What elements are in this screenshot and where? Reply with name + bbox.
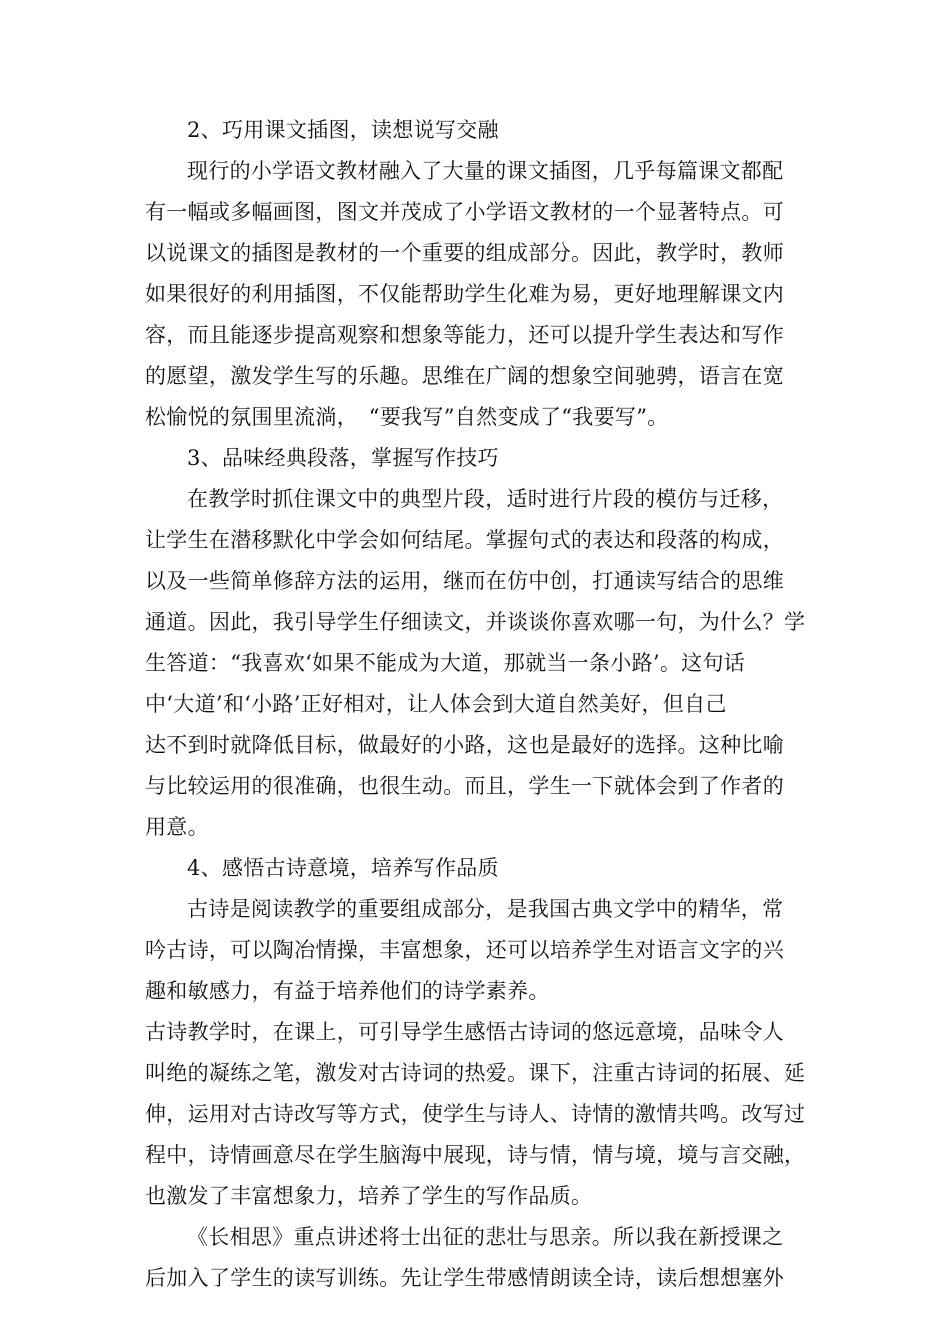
paragraph-line: 以及一些简单修辞方法的运用，继而在仿中创，打通读写结合的思维 — [145, 569, 784, 593]
paragraph-line: 古诗是阅读教学的重要组成部分，是我国古典文学中的精华，常 — [187, 897, 784, 921]
paragraph-line: 生答道：“我喜欢‘如果不能成为大道，那就当一条小路’。这句话 — [145, 651, 746, 675]
paragraph-line: 让学生在潜移默化中学会如何结尾。掌握句式的表达和段落的构成， — [145, 528, 784, 552]
section-heading: 4、感悟古诗意境，培养写作品质 — [187, 856, 499, 880]
paragraph-line: 的愿望，激发学生写的乐趣。思维在广阔的想象空间驰骋，语言在宽 — [145, 364, 784, 388]
paragraph-line: 达不到时就降低目标，做最好的小路，这也是最好的选择。这种比喻 — [145, 733, 784, 757]
paragraph-line: 中‘大道’和‘小路’正好相对，让人体会到大道自然美好，但自己 — [145, 692, 727, 716]
section-heading: 3、品味经典段落，掌握写作技巧 — [187, 446, 499, 470]
paragraph-line: 如果很好的利用插图，不仅能帮助学生化难为易，更好地理解课文内 — [145, 282, 784, 306]
paragraph-line: 与比较运用的很准确，也很生动。而且，学生一下就体会到了作者的 — [145, 774, 784, 798]
paragraph-line: 古诗教学时，在课上，可引导学生感悟古诗词的悠远意境，品味令人 — [145, 1020, 784, 1044]
paragraph-line: 在教学时抓住课文中的典型片段，适时进行片段的模仿与迁移， — [187, 487, 784, 511]
paragraph-line: 程中，诗情画意尽在学生脑海中展现，诗与情，情与境，境与言交融， — [145, 1143, 806, 1167]
paragraph-line: 容，而且能逐步提高观察和想象等能力，还可以提升学生表达和写作 — [145, 323, 784, 347]
paragraph-line: 松愉悦的氛围里流淌， “要我写”自然变成了“我要写”。 — [145, 405, 669, 429]
paragraph-line: 《长相思》重点讲述将士出征的悲壮与思亲。所以我在新授课之 — [187, 1225, 784, 1249]
section-heading: 2、巧用课文插图，读想说写交融 — [187, 118, 499, 142]
paragraph-line: 现行的小学语文教材融入了大量的课文插图，几乎每篇课文都配 — [187, 159, 784, 183]
paragraph-line: 叫绝的凝练之笔，激发对古诗词的热爱。课下，注重古诗词的拓展、延 — [145, 1061, 806, 1085]
paragraph-line: 吟古诗，可以陶冶情操，丰富想象，还可以培养学生对语言文字的兴 — [145, 938, 784, 962]
paragraph-line: 后加入了学生的读写训练。先让学生带感情朗读全诗，读后想想塞外 — [145, 1266, 784, 1290]
paragraph-line: 通道。因此，我引导学生仔细读文，并谈谈你喜欢哪一句，为什么？学 — [145, 610, 806, 634]
paragraph-line: 趣和敏感力，有益于培养他们的诗学素养。 — [145, 979, 550, 1003]
paragraph-line: 用意。 — [145, 815, 209, 839]
paragraph-line: 有一幅或多幅画图，图文并茂成了小学语文教材的一个显著特点。可 — [145, 200, 784, 224]
paragraph-line: 也激发了丰富想象力，培养了学生的写作品质。 — [145, 1184, 593, 1208]
paragraph-line: 伸，运用对古诗改写等方式，使学生与诗人、诗情的激情共鸣。改写过 — [145, 1102, 806, 1126]
paragraph-line: 以说课文的插图是教材的一个重要的组成部分。因此，教学时，教师 — [145, 241, 784, 265]
